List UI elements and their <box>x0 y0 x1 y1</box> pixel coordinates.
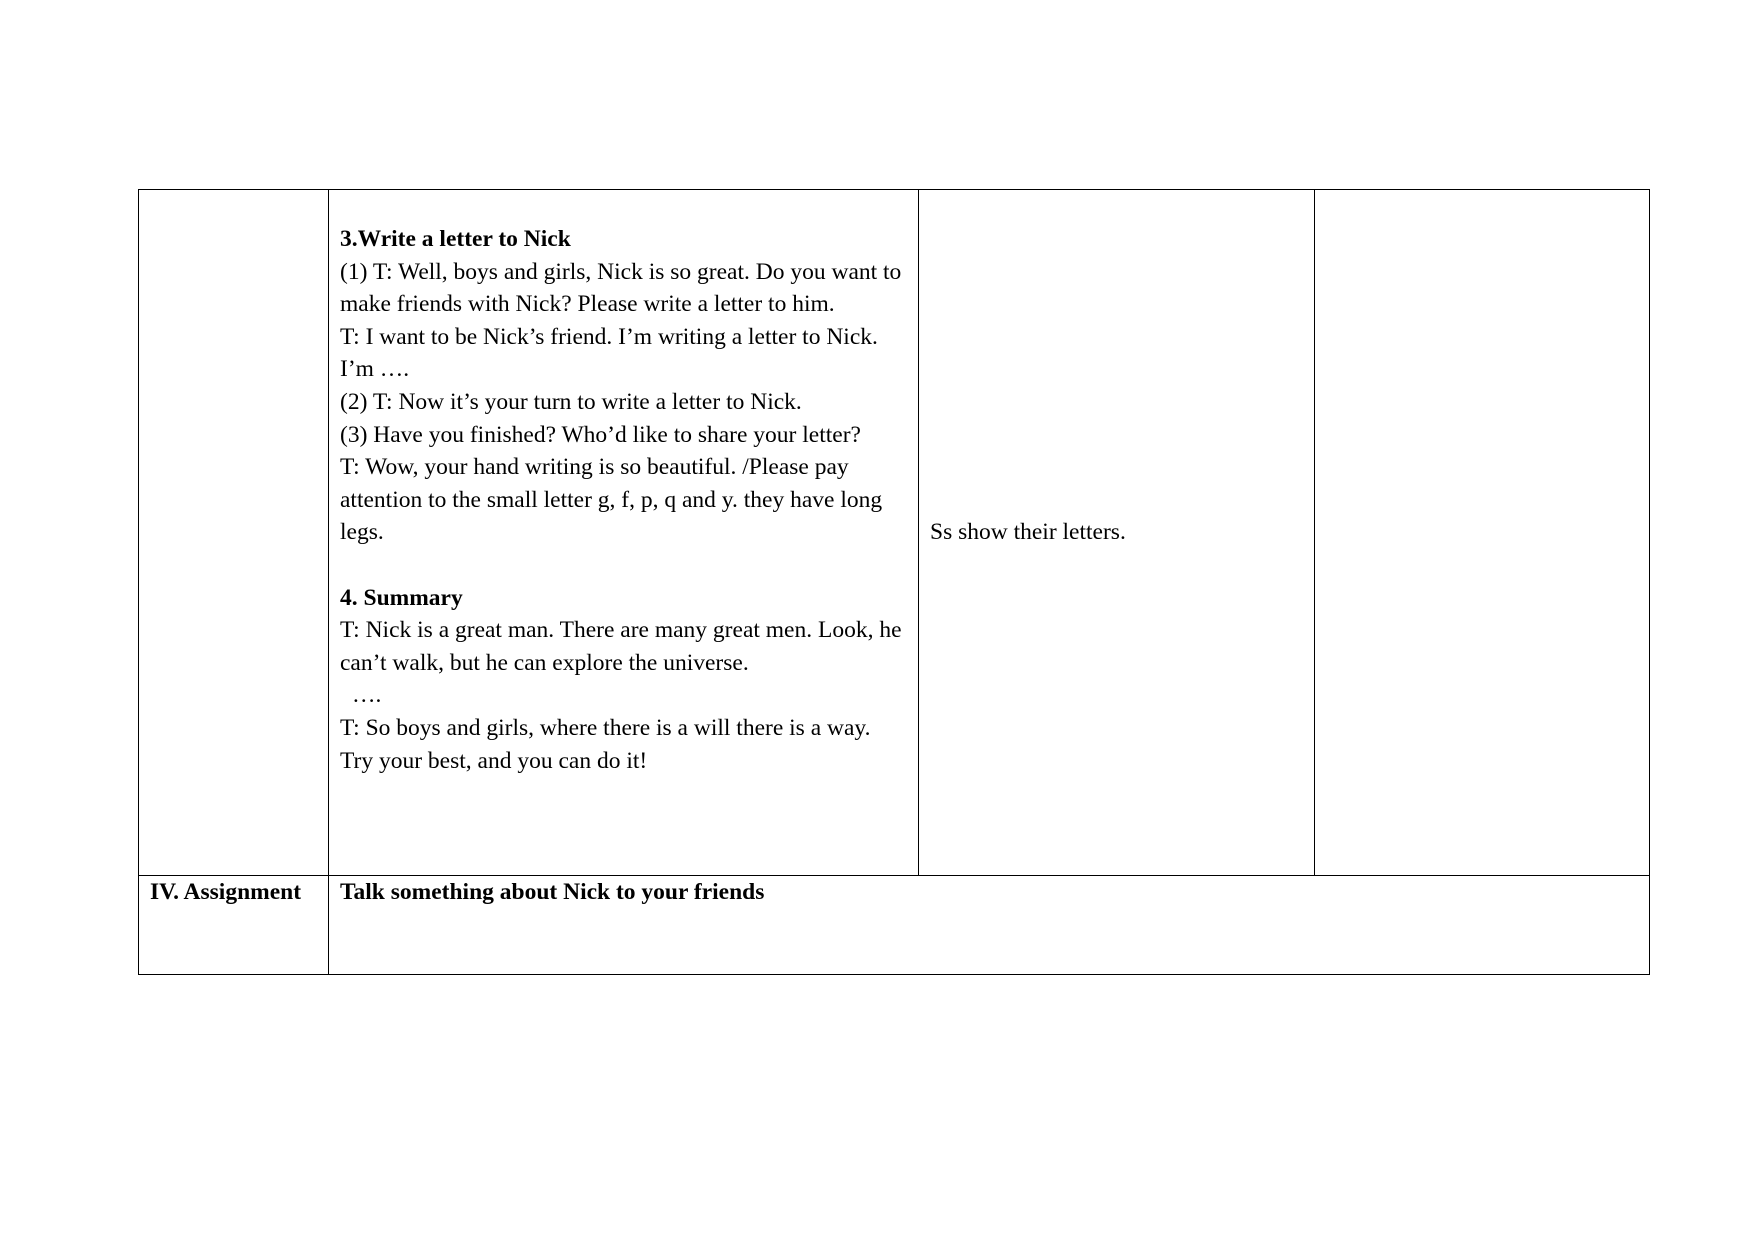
section-4-line: T: Nick is a great man. There are many great men. Look, he can’t walk, but he can explore the universe. <box>340 617 902 676</box>
section-4-ellipsis: …. <box>352 682 382 709</box>
table-row-procedure <box>139 190 1650 876</box>
section-4-title: 4. Summary <box>340 584 463 611</box>
section-3-title: 3.Write a letter to Nick <box>340 226 571 252</box>
teacher-activity-cell <box>329 190 919 876</box>
purpose-cell <box>1315 190 1650 876</box>
assignment-content-cell <box>329 876 1650 975</box>
paragraph-spacer <box>340 549 907 582</box>
student-activity-cell <box>919 190 1315 876</box>
student-activity-text: Ss show their letters. <box>930 519 1126 546</box>
assignment-stage-cell <box>139 876 329 975</box>
assignment-text: Talk something about Nick to your friends <box>340 879 765 905</box>
lesson-plan-table <box>138 189 1650 975</box>
assignment-stage-label: IV. Assignment <box>150 879 302 905</box>
section-3-line: (1) T: Well, boys and girls, Nick is so great. Do you want to make friends with Nick? Please write a letter to him. <box>340 258 902 318</box>
section-4-line: T: So boys and girls, where there is a will there is a way. Try your best, and you can do it! <box>340 714 871 774</box>
stage-cell <box>139 190 329 876</box>
section-3-line: (3) Have you finished? Who’d like to share your letter? <box>340 421 861 448</box>
section-3-line: T: Wow, your hand writing is so beautiful. /Please pay attention to the small letter g, f, p, q and y. they have long legs. <box>340 454 883 546</box>
table-row-assignment <box>139 876 1650 975</box>
section-3-line: T: I want to be Nick’s friend. I’m writing a letter to Nick. I’m …. <box>340 323 878 383</box>
section-3-line: (2) T: Now it’s your turn to write a letter to Nick. <box>340 388 802 415</box>
